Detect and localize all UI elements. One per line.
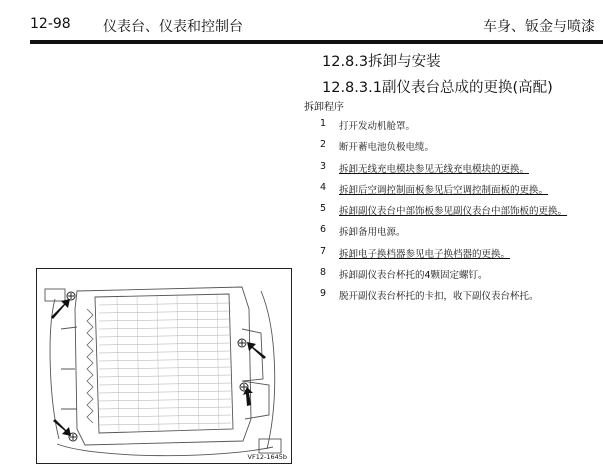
hatch-verticals	[117, 295, 219, 431]
step-number: 5	[320, 203, 327, 215]
step-number: 2	[320, 139, 327, 151]
chapter-title: 仪表台、仪表和控制台	[103, 19, 243, 35]
side-rib	[87, 309, 93, 423]
page-header	[0, 0, 603, 44]
step-number: 1	[320, 118, 327, 129]
step-number: 4	[320, 181, 327, 193]
arrow-icon	[53, 419, 71, 436]
step-number: 9	[320, 288, 327, 300]
step-number: 8	[320, 267, 327, 279]
section-title-header: 车身、钣金与喷漆	[483, 19, 595, 35]
step-item	[320, 139, 567, 160]
step-item	[320, 288, 567, 309]
step-text-link[interactable]: 拆卸电子换档器参见电子换档器的更换。	[339, 248, 511, 260]
step-item	[320, 161, 567, 182]
step-number: 6	[320, 224, 327, 236]
screw-icon	[238, 339, 246, 347]
console-illustration	[37, 269, 291, 463]
page-number: 12-98	[30, 16, 71, 32]
console-figure	[36, 268, 292, 464]
step-number: 7	[320, 245, 327, 257]
step-item	[320, 267, 567, 288]
steps-list	[320, 118, 567, 310]
step-item	[320, 224, 567, 245]
step-text-link[interactable]: 拆卸后空调控制面板参见后空调控制面板的更换。	[339, 184, 549, 196]
step-text: 脱开副仪表台杯托的卡扣，收下副仪表台杯托。	[339, 291, 539, 303]
section-heading: 12.8.3拆卸与安装	[322, 54, 441, 70]
step-text-link[interactable]: 拆卸副仪表台中部饰板参见副仪表台中部饰板的更换。	[339, 206, 568, 218]
figure-label: VF12-1645b	[247, 453, 287, 461]
subsection-heading: 12.8.3.1副仪表台总成的更换(高配)	[322, 80, 553, 96]
step-text: 打开发动机舱罩。	[339, 121, 416, 132]
screw-icon	[67, 292, 75, 300]
step-item	[320, 118, 567, 139]
header-rule	[30, 40, 603, 44]
step-text: 拆卸备用电源。	[339, 227, 406, 239]
step-text-link[interactable]: 拆卸无线充电模块参见无线充电模块的更换。	[339, 163, 530, 175]
procedure-label: 拆卸程序	[304, 102, 344, 113]
step-item	[320, 203, 567, 224]
step-item	[320, 182, 567, 203]
step-item	[320, 246, 567, 267]
step-text: 断开蓄电池负极电缆。	[339, 142, 435, 154]
step-number: 3	[320, 160, 327, 172]
step-text: 拆卸副仪表台杯托的4颗固定螺钉。	[339, 270, 488, 282]
console-body	[45, 287, 281, 456]
